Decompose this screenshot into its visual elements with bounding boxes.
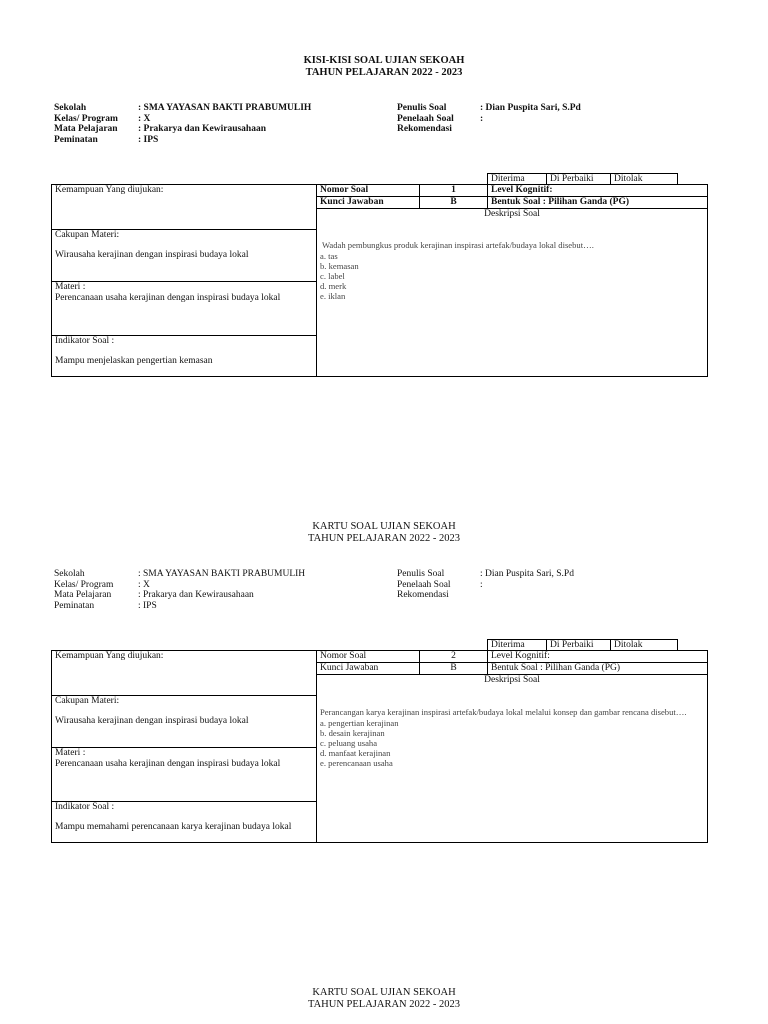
status-diterima[interactable]: Diterima — [488, 640, 547, 651]
materi-section: Materi : Perencanaan usaha kerajinan dengan inspirasi budaya lokal — [52, 748, 316, 802]
left-column — [52, 185, 317, 376]
info-right: Penulis Soal : Dian Puspita Sari, S.Pd Penelaah Soal : Rekomendasi — [397, 569, 574, 600]
materi-section: Materi : Perencanaan usaha kerajinan dengan inspirasi budaya lokal — [52, 282, 316, 336]
left-column — [52, 651, 317, 842]
option: c. label — [320, 271, 345, 281]
right-column — [317, 185, 707, 376]
card-title: KARTU SOAL UJIAN SEKOAH TAHUN PELAJARAN 2022 - 2023 — [308, 521, 460, 544]
option: a. tas — [320, 251, 338, 261]
indikator-section: Indikator Soal : Mampu menjelaskan pengertian kemasan — [55, 336, 213, 366]
question-grid — [51, 184, 708, 377]
kunci-row: Kunci Jawaban B Bentuk Soal : Pilihan Ganda (PG) — [317, 663, 707, 675]
info-left: Sekolah : SMA YAYASAN BAKTI PRABUMULIH Kelas/ Program : X Mata Pelajaran : Prakarya dan Kewirausahaan Peminatan : IPS — [54, 103, 312, 145]
nomor-row: Nomor Soal 2 Level Kognitif: — [317, 651, 707, 663]
kunci-row: Kunci Jawaban B Bentuk Soal : Pilihan Ganda (PG) — [317, 197, 707, 209]
option: a. pengertian kerajinan — [320, 718, 399, 728]
kemampuan-section: Kemampuan Yang diujukan: — [52, 651, 316, 696]
info-left: Sekolah : SMA YAYASAN BAKTI PRABUMULIH Kelas/ Program : X Mata Pelajaran : Prakarya dan Kewirausahaan Peminatan : IPS — [54, 569, 306, 611]
cakupan-section: Cakupan Materi: Wirausaha kerajinan dengan inspirasi budaya lokal — [52, 230, 316, 282]
nomor-row: Nomor Soal 1 Level Kognitif: — [317, 185, 707, 197]
status-diterima[interactable]: Diterima — [488, 174, 547, 185]
question-grid — [51, 650, 708, 843]
indikator-section: Indikator Soal : Mampu memahami perencanaan karya kerajinan budaya lokal — [55, 802, 292, 832]
option: d. merk — [320, 281, 347, 291]
status-ditolak[interactable]: Ditolak — [614, 174, 643, 184]
info-right: Penulis Soal : Dian Puspita Sari, S.Pd Penelaah Soal : Rekomendasi — [397, 103, 581, 134]
option: b. desain kerajinan — [320, 728, 385, 738]
status-di-perbaiki[interactable]: Di Perbaiki — [547, 174, 611, 185]
cakupan-section: Cakupan Materi: Wirausaha kerajinan dengan inspirasi budaya lokal — [52, 696, 316, 748]
status-ditolak[interactable]: Ditolak — [614, 640, 643, 650]
option: d. manfaat kerajinan — [320, 748, 391, 758]
card-title: KISI-KISI SOAL UJIAN SEKOAH TAHUN PELAJARAN 2022 - 2023 — [303, 55, 465, 78]
right-column — [317, 651, 707, 842]
deskripsi-heading: Deskripsi Soal — [484, 675, 540, 685]
kemampuan-section: Kemampuan Yang diujukan: — [52, 185, 316, 230]
option: c. peluang usaha — [320, 738, 378, 748]
card-title: KARTU SOAL UJIAN SEKOAH TAHUN PELAJARAN 2022 - 2023 — [308, 987, 460, 1010]
deskripsi-heading: Deskripsi Soal — [484, 209, 540, 219]
question-text: Wadah pembungkus produk kerajinan inspirasi artefak/budaya lokal disebut…. a. tas b. kemasan c. label d. merk e. iklan — [320, 240, 701, 301]
option: e. iklan — [320, 291, 346, 301]
question-text: Perancangan karya kerajinan inspirasi artefak/budaya lokal melalui konsep dan gambar rencana disebut…. a. pengertian kerajinan b. desain kerajinan c. peluang usaha d. manfaat kerajinan e. perencanaan usaha — [320, 707, 701, 768]
option: e. perencanaan usaha — [320, 758, 393, 768]
option: b. kemasan — [320, 261, 359, 271]
status-di-perbaiki[interactable]: Di Perbaiki — [547, 640, 611, 651]
